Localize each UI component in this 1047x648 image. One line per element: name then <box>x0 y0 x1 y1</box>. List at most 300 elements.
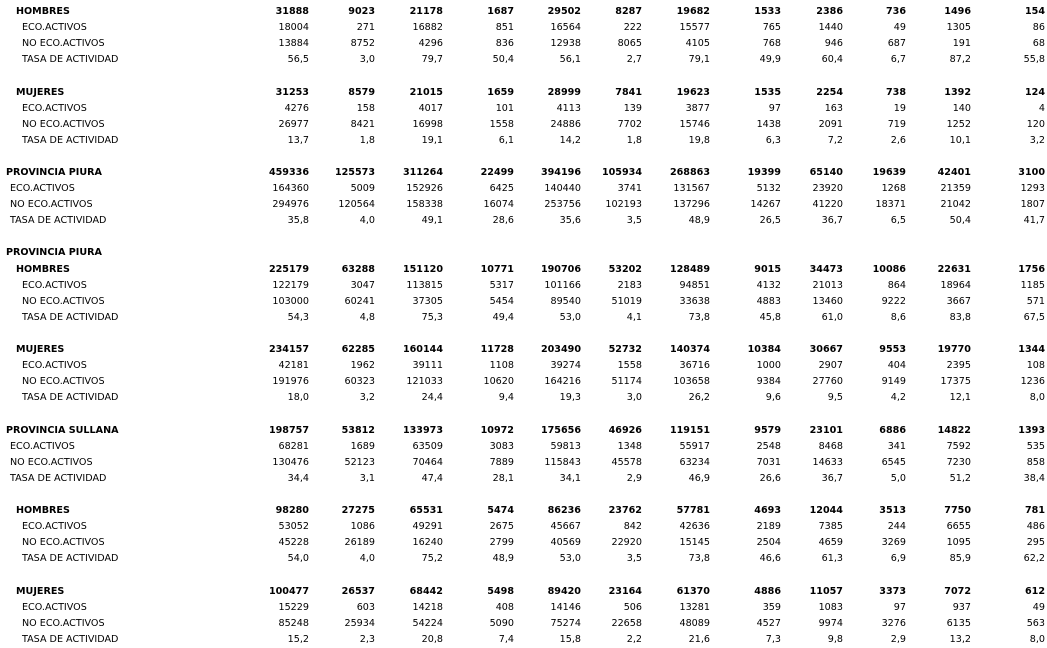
group-total-row <box>0 503 1047 518</box>
value-cell: 5317 <box>489 280 514 291</box>
value-cell: 35,8 <box>287 215 309 226</box>
value-cell: 13281 <box>679 602 710 613</box>
total-cell: 1535 <box>754 87 781 98</box>
total-cell: 10384 <box>747 344 781 355</box>
value-cell: 765 <box>762 22 781 33</box>
total-cell: 738 <box>885 87 906 98</box>
value-cell: 563 <box>1026 618 1045 629</box>
row-label: ECO.ACTIVOS <box>22 280 87 291</box>
total-cell: 9023 <box>348 6 375 17</box>
value-cell: 38,4 <box>1023 473 1045 484</box>
row-label: NO ECO.ACTIVOS <box>22 618 105 629</box>
table-row <box>0 181 1047 196</box>
table-row <box>0 455 1047 470</box>
total-cell: 160144 <box>402 344 443 355</box>
row-label: TASA DE ACTIVIDAD <box>22 135 119 146</box>
value-cell: 18004 <box>278 22 309 33</box>
total-cell: 133973 <box>402 425 443 436</box>
value-cell: 60323 <box>344 376 375 387</box>
value-cell: 54,0 <box>287 553 309 564</box>
value-cell: 19,8 <box>688 135 710 146</box>
value-cell: 47,4 <box>421 473 443 484</box>
value-cell: 3047 <box>350 280 375 291</box>
value-cell: 486 <box>1026 521 1045 532</box>
value-cell: 50,4 <box>492 54 514 65</box>
value-cell: 85,9 <box>949 553 971 564</box>
value-cell: 1000 <box>756 360 781 371</box>
value-cell: 6135 <box>946 618 971 629</box>
value-cell: 6425 <box>489 183 514 194</box>
total-cell: 11057 <box>809 586 843 597</box>
row-label: TASA DE ACTIVIDAD <box>10 473 107 484</box>
value-cell: 121033 <box>406 376 443 387</box>
value-cell: 2,6 <box>890 135 906 146</box>
value-cell: 55,8 <box>1023 54 1045 65</box>
value-cell: 79,1 <box>688 54 710 65</box>
total-cell: 19770 <box>937 344 971 355</box>
group-total-row <box>0 423 1047 438</box>
value-cell: 2,3 <box>359 634 375 645</box>
table-row <box>0 358 1047 373</box>
table-row <box>0 519 1047 534</box>
group-title: MUJERES <box>16 586 65 597</box>
value-cell: 3741 <box>617 183 642 194</box>
total-cell: 9553 <box>879 344 906 355</box>
row-label: NO ECO.ACTIVOS <box>22 537 105 548</box>
value-cell: 14,2 <box>559 135 581 146</box>
value-cell: 6655 <box>946 521 971 532</box>
total-cell: 3373 <box>879 586 906 597</box>
total-cell: 98280 <box>275 505 309 516</box>
table-row <box>0 471 1047 486</box>
row-label: TASA DE ACTIVIDAD <box>22 312 119 323</box>
value-cell: 359 <box>762 602 781 613</box>
group-title: HOMBRES <box>16 264 70 275</box>
value-cell: 3,5 <box>626 215 642 226</box>
value-cell: 12938 <box>550 38 581 49</box>
table-row <box>0 101 1047 116</box>
value-cell: 253756 <box>544 199 581 210</box>
value-cell: 137296 <box>673 199 710 210</box>
value-cell: 63509 <box>412 441 443 452</box>
value-cell: 1689 <box>350 441 375 452</box>
value-cell: 39274 <box>550 360 581 371</box>
value-cell: 858 <box>1026 457 1045 468</box>
group-total-row <box>0 342 1047 357</box>
value-cell: 6,9 <box>890 553 906 564</box>
value-cell: 4,1 <box>626 312 642 323</box>
row-label: NO ECO.ACTIVOS <box>10 199 93 210</box>
value-cell: 73,8 <box>688 312 710 323</box>
total-cell: 89420 <box>547 586 581 597</box>
total-cell: 154 <box>1024 6 1045 17</box>
value-cell: 122179 <box>272 280 309 291</box>
table-row <box>0 535 1047 550</box>
value-cell: 49,9 <box>759 54 781 65</box>
total-cell: 61370 <box>676 586 710 597</box>
group-title: MUJERES <box>16 344 65 355</box>
value-cell: 4,0 <box>359 553 375 564</box>
value-cell: 687 <box>887 38 906 49</box>
value-cell: 60,4 <box>821 54 843 65</box>
value-cell: 15,8 <box>559 634 581 645</box>
value-cell: 9,5 <box>827 392 843 403</box>
total-cell: 140374 <box>669 344 710 355</box>
total-cell: 8287 <box>615 6 642 17</box>
value-cell: 5454 <box>489 296 514 307</box>
value-cell: 52123 <box>344 457 375 468</box>
total-cell: 7072 <box>944 586 971 597</box>
row-label: NO ECO.ACTIVOS <box>10 457 93 468</box>
value-cell: 53,0 <box>559 553 581 564</box>
value-cell: 3,5 <box>626 553 642 564</box>
value-cell: 18,0 <box>287 392 309 403</box>
total-cell: 311264 <box>402 167 443 178</box>
value-cell: 271 <box>356 22 375 33</box>
value-cell: 67,5 <box>1023 312 1045 323</box>
value-cell: 7702 <box>617 119 642 130</box>
value-cell: 3,2 <box>359 392 375 403</box>
total-cell: 736 <box>885 6 906 17</box>
value-cell: 13884 <box>278 38 309 49</box>
group-total-row <box>0 85 1047 100</box>
total-cell: 57781 <box>676 505 710 516</box>
value-cell: 115843 <box>544 457 581 468</box>
value-cell: 8,6 <box>890 312 906 323</box>
value-cell: 21359 <box>940 183 971 194</box>
table-row <box>0 294 1047 309</box>
value-cell: 40569 <box>550 537 581 548</box>
total-cell: 12044 <box>809 505 843 516</box>
total-cell: 27275 <box>341 505 375 516</box>
value-cell: 24,4 <box>421 392 443 403</box>
value-cell: 63234 <box>679 457 710 468</box>
value-cell: 26,5 <box>759 215 781 226</box>
total-cell: 151120 <box>402 264 443 275</box>
value-cell: 3276 <box>881 618 906 629</box>
value-cell: 42636 <box>679 521 710 532</box>
total-cell: 1392 <box>944 87 971 98</box>
total-cell: 23164 <box>608 586 642 597</box>
value-cell: 15577 <box>679 22 710 33</box>
total-cell: 105934 <box>601 167 642 178</box>
total-cell: 26537 <box>341 586 375 597</box>
total-cell: 86236 <box>547 505 581 516</box>
value-cell: 842 <box>623 521 642 532</box>
total-cell: 10972 <box>480 425 514 436</box>
value-cell: 51174 <box>611 376 642 387</box>
value-cell: 4017 <box>418 103 443 114</box>
total-cell: 4693 <box>754 505 781 516</box>
row-label: NO ECO.ACTIVOS <box>22 296 105 307</box>
value-cell: 87,2 <box>949 54 971 65</box>
value-cell: 56,5 <box>287 54 309 65</box>
value-cell: 1962 <box>350 360 375 371</box>
value-cell: 1807 <box>1020 199 1045 210</box>
table-row <box>0 36 1047 51</box>
value-cell: 571 <box>1026 296 1045 307</box>
value-cell: 1558 <box>489 119 514 130</box>
row-label: ECO.ACTIVOS <box>22 602 87 613</box>
value-cell: 1185 <box>1020 280 1045 291</box>
value-cell: 3083 <box>489 441 514 452</box>
total-cell: 100477 <box>268 586 309 597</box>
total-cell: 19623 <box>676 87 710 98</box>
value-cell: 131567 <box>673 183 710 194</box>
value-cell: 16564 <box>550 22 581 33</box>
value-cell: 9974 <box>818 618 843 629</box>
value-cell: 53052 <box>278 521 309 532</box>
value-cell: 54224 <box>412 618 443 629</box>
value-cell: 49,1 <box>421 215 443 226</box>
value-cell: 8,0 <box>1029 392 1045 403</box>
row-label: NO ECO.ACTIVOS <box>22 376 105 387</box>
value-cell: 6,3 <box>765 135 781 146</box>
value-cell: 26,2 <box>688 392 710 403</box>
value-cell: 48089 <box>679 618 710 629</box>
value-cell: 16998 <box>412 119 443 130</box>
value-cell: 164360 <box>272 183 309 194</box>
value-cell: 19 <box>893 103 906 114</box>
total-cell: 128489 <box>669 264 710 275</box>
value-cell: 3,2 <box>1029 135 1045 146</box>
value-cell: 7889 <box>489 457 514 468</box>
value-cell: 83,8 <box>949 312 971 323</box>
value-cell: 26977 <box>278 119 309 130</box>
value-cell: 28,1 <box>492 473 514 484</box>
table-row <box>0 133 1047 148</box>
table-row <box>0 551 1047 566</box>
value-cell: 4,0 <box>359 215 375 226</box>
value-cell: 49291 <box>412 521 443 532</box>
table-row <box>0 374 1047 389</box>
value-cell: 2395 <box>946 360 971 371</box>
value-cell: 36,7 <box>821 473 843 484</box>
total-cell: 190706 <box>540 264 581 275</box>
value-cell: 5,0 <box>890 473 906 484</box>
value-cell: 1438 <box>756 119 781 130</box>
value-cell: 14633 <box>812 457 843 468</box>
total-cell: 63288 <box>341 264 375 275</box>
table-row <box>0 117 1047 132</box>
value-cell: 86 <box>1032 22 1045 33</box>
value-cell: 506 <box>623 602 642 613</box>
value-cell: 75,3 <box>421 312 443 323</box>
group-title: HOMBRES <box>16 505 70 516</box>
value-cell: 9,6 <box>765 392 781 403</box>
value-cell: 16240 <box>412 537 443 548</box>
value-cell: 4296 <box>418 38 443 49</box>
value-cell: 163 <box>824 103 843 114</box>
total-cell: 14822 <box>937 425 971 436</box>
total-cell: 1659 <box>487 87 514 98</box>
value-cell: 2907 <box>818 360 843 371</box>
value-cell: 36716 <box>679 360 710 371</box>
value-cell: 62,2 <box>1023 553 1045 564</box>
value-cell: 6,7 <box>890 54 906 65</box>
value-cell: 120564 <box>338 199 375 210</box>
value-cell: 26189 <box>344 537 375 548</box>
value-cell: 45,8 <box>759 312 781 323</box>
table-row <box>0 20 1047 35</box>
value-cell: 4,8 <box>359 312 375 323</box>
value-cell: 85248 <box>278 618 309 629</box>
table-row <box>0 632 1047 647</box>
row-label: TASA DE ACTIVIDAD <box>22 553 119 564</box>
value-cell: 408 <box>495 602 514 613</box>
total-cell: 459336 <box>268 167 309 178</box>
value-cell: 8,0 <box>1029 634 1045 645</box>
row-label: ECO.ACTIVOS <box>22 360 87 371</box>
value-cell: 164216 <box>544 376 581 387</box>
value-cell: 4883 <box>756 296 781 307</box>
total-cell: 19682 <box>676 6 710 17</box>
table-row <box>0 600 1047 615</box>
total-cell: 22499 <box>480 167 514 178</box>
value-cell: 35,6 <box>559 215 581 226</box>
group-total-row <box>0 245 1047 260</box>
value-cell: 19,1 <box>421 135 443 146</box>
total-cell: 53202 <box>608 264 642 275</box>
value-cell: 61,3 <box>821 553 843 564</box>
table-row <box>0 310 1047 325</box>
value-cell: 14218 <box>412 602 443 613</box>
value-cell: 10,1 <box>949 135 971 146</box>
group-total-row <box>0 4 1047 19</box>
value-cell: 603 <box>356 602 375 613</box>
row-label: TASA DE ACTIVIDAD <box>22 54 119 65</box>
row-label: TASA DE ACTIVIDAD <box>10 215 107 226</box>
value-cell: 14267 <box>750 199 781 210</box>
total-cell: 203490 <box>540 344 581 355</box>
total-cell: 125573 <box>334 167 375 178</box>
total-cell: 10086 <box>872 264 906 275</box>
value-cell: 4 <box>1038 103 1045 114</box>
value-cell: 22920 <box>611 537 642 548</box>
value-cell: 13460 <box>812 296 843 307</box>
value-cell: 191 <box>952 38 971 49</box>
value-cell: 7,2 <box>827 135 843 146</box>
total-cell: 23101 <box>809 425 843 436</box>
value-cell: 49 <box>893 22 906 33</box>
value-cell: 16074 <box>483 199 514 210</box>
group-title: PROVINCIA SULLANA <box>6 425 119 436</box>
total-cell: 225179 <box>268 264 309 275</box>
row-label: TASA DE ACTIVIDAD <box>22 392 119 403</box>
value-cell: 535 <box>1026 441 1045 452</box>
value-cell: 94851 <box>679 280 710 291</box>
value-cell: 51,2 <box>949 473 971 484</box>
value-cell: 3,0 <box>359 54 375 65</box>
value-cell: 15229 <box>278 602 309 613</box>
value-cell: 9222 <box>881 296 906 307</box>
table-row <box>0 616 1047 631</box>
total-cell: 4886 <box>754 586 781 597</box>
total-cell: 62285 <box>341 344 375 355</box>
value-cell: 33638 <box>679 296 710 307</box>
value-cell: 1268 <box>881 183 906 194</box>
value-cell: 1305 <box>946 22 971 33</box>
total-cell: 781 <box>1024 505 1045 516</box>
value-cell: 97 <box>768 103 781 114</box>
value-cell: 9,8 <box>827 634 843 645</box>
total-cell: 65140 <box>809 167 843 178</box>
total-cell: 1344 <box>1018 344 1045 355</box>
total-cell: 268863 <box>669 167 710 178</box>
row-label: NO ECO.ACTIVOS <box>22 38 105 49</box>
value-cell: 1293 <box>1020 183 1045 194</box>
total-cell: 46926 <box>608 425 642 436</box>
total-cell: 5498 <box>487 586 514 597</box>
row-label: ECO.ACTIVOS <box>10 183 75 194</box>
total-cell: 21015 <box>409 87 443 98</box>
table-row <box>0 52 1047 67</box>
value-cell: 937 <box>952 602 971 613</box>
value-cell: 42181 <box>278 360 309 371</box>
value-cell: 13,2 <box>949 634 971 645</box>
value-cell: 51019 <box>611 296 642 307</box>
value-cell: 7592 <box>946 441 971 452</box>
value-cell: 139 <box>623 103 642 114</box>
total-cell: 394196 <box>540 167 581 178</box>
value-cell: 26,6 <box>759 473 781 484</box>
value-cell: 158 <box>356 103 375 114</box>
row-label: TASA DE ACTIVIDAD <box>22 634 119 645</box>
value-cell: 5090 <box>489 618 514 629</box>
value-cell: 6,5 <box>890 215 906 226</box>
value-cell: 24886 <box>550 119 581 130</box>
value-cell: 50,4 <box>949 215 971 226</box>
value-cell: 1348 <box>617 441 642 452</box>
group-total-row <box>0 584 1047 599</box>
total-cell: 9015 <box>754 264 781 275</box>
total-cell: 10771 <box>480 264 514 275</box>
value-cell: 2675 <box>489 521 514 532</box>
value-cell: 8468 <box>818 441 843 452</box>
value-cell: 75274 <box>550 618 581 629</box>
value-cell: 103658 <box>673 376 710 387</box>
total-cell: 124 <box>1024 87 1045 98</box>
total-cell: 11728 <box>480 344 514 355</box>
value-cell: 101 <box>495 103 514 114</box>
value-cell: 21,6 <box>688 634 710 645</box>
value-cell: 1558 <box>617 360 642 371</box>
total-cell: 3513 <box>879 505 906 516</box>
total-cell: 1756 <box>1018 264 1045 275</box>
group-title: HOMBRES <box>16 6 70 17</box>
row-label: ECO.ACTIVOS <box>22 22 87 33</box>
value-cell: 4113 <box>556 103 581 114</box>
value-cell: 7,4 <box>498 634 514 645</box>
total-cell: 6886 <box>879 425 906 436</box>
value-cell: 152926 <box>406 183 443 194</box>
value-cell: 864 <box>887 280 906 291</box>
value-cell: 3877 <box>685 103 710 114</box>
total-cell: 8579 <box>348 87 375 98</box>
value-cell: 4,2 <box>890 392 906 403</box>
table-row <box>0 197 1047 212</box>
value-cell: 59813 <box>550 441 581 452</box>
value-cell: 20,8 <box>421 634 443 645</box>
total-cell: 5474 <box>487 505 514 516</box>
value-cell: 5009 <box>350 183 375 194</box>
value-cell: 3,0 <box>626 392 642 403</box>
value-cell: 14146 <box>550 602 581 613</box>
value-cell: 46,6 <box>759 553 781 564</box>
total-cell: 30667 <box>809 344 843 355</box>
total-cell: 21178 <box>409 6 443 17</box>
total-cell: 3100 <box>1018 167 1045 178</box>
